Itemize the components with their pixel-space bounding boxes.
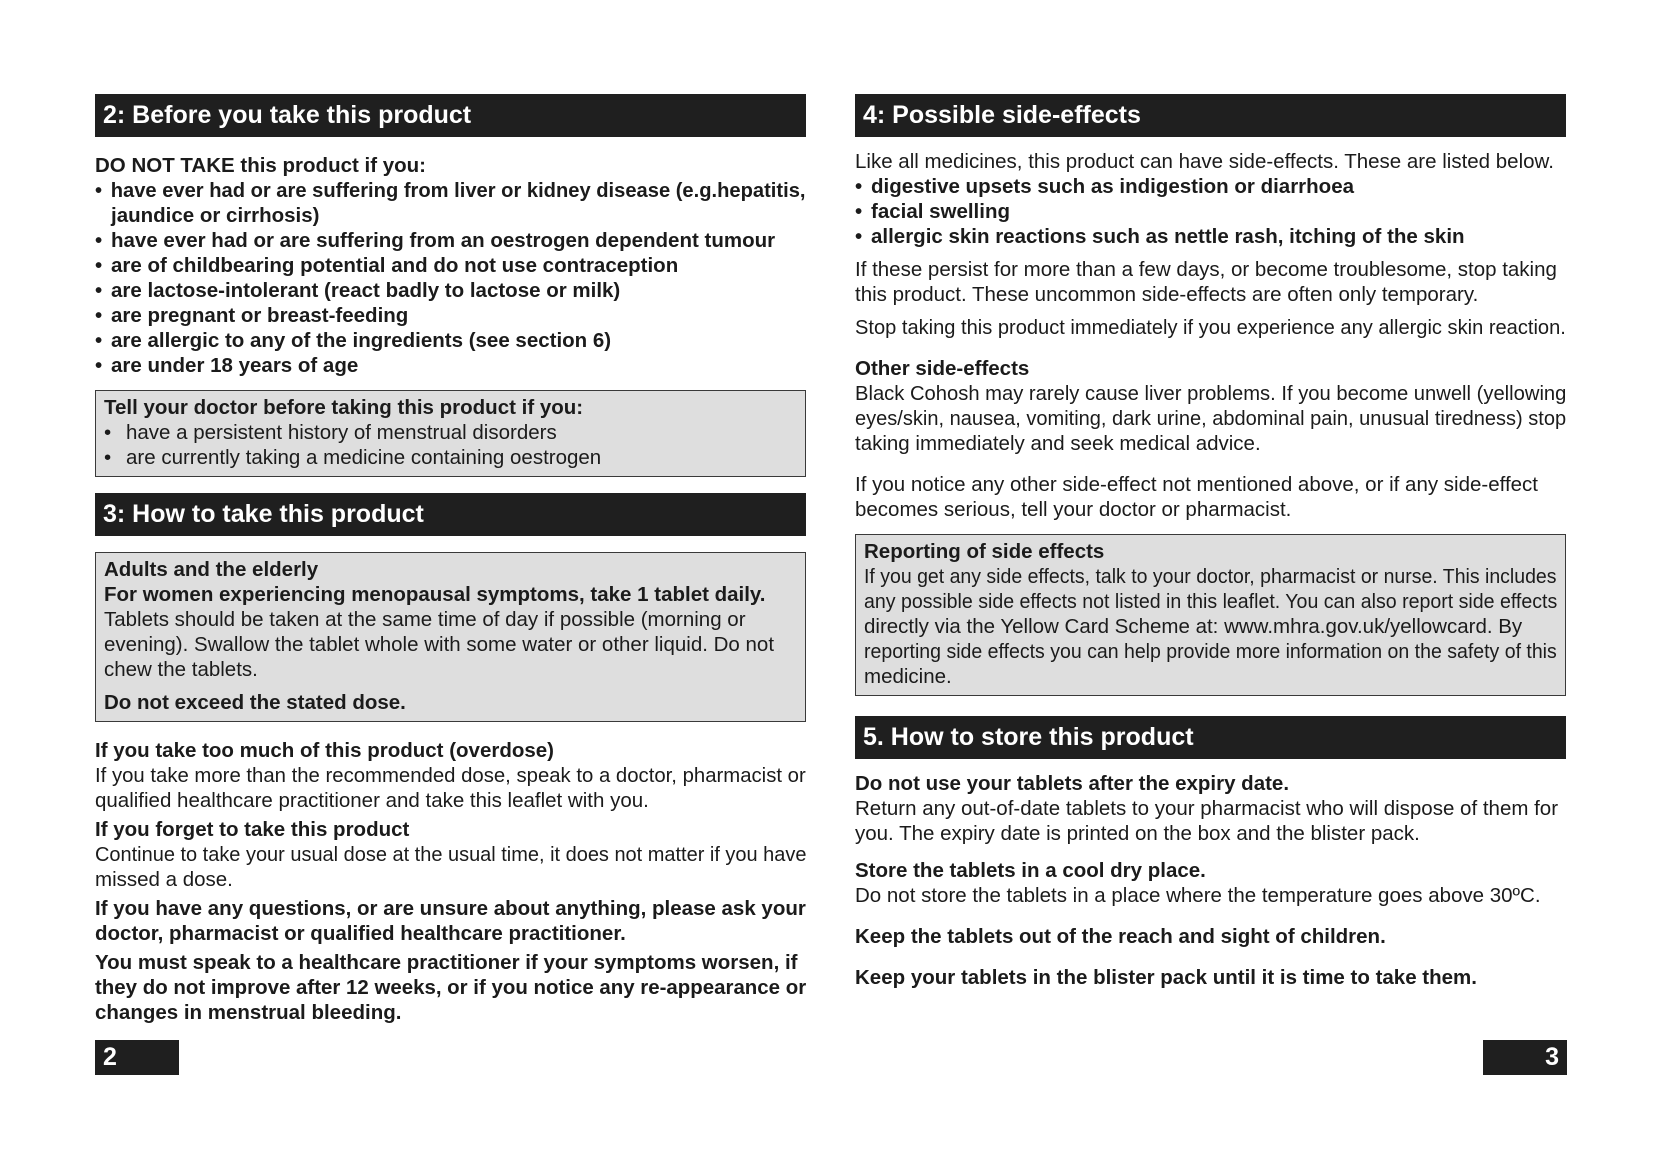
expiry-heading: Do not use your tablets after the expiry date. [855,772,1290,795]
left-column [95,94,806,1025]
dosage-heading: Adults and the elderly [104,558,319,581]
practitioner-line: they do not improve after 12 weeks, or if you notice any re-appearance or [95,976,807,999]
notice-text-line: If you notice any other side-effect not mentioned above, or if any side-effect [855,473,1538,496]
do-not-take-list [95,178,806,378]
list-item: • are allergic to any of the ingredients (see section 6) [95,328,806,353]
other-side-effects-line: Black Cohosh may rarely cause liver problems. If you become unwell (yellowing [855,382,1567,405]
dosage-box [95,552,806,722]
list-item: • are lactose-intolerant (react badly to lactose or milk) [95,278,806,303]
dosage-instruction-line: evening). Swallow the tablet whole with some water or other liquid. Do not [104,633,775,656]
dosage-warning: Do not exceed the stated dose. [104,691,406,714]
page-number-left: 2 [95,1040,179,1075]
forget-text-line: missed a dose. [95,868,233,891]
section-5-heading: 5. How to store this product [855,716,1566,759]
children-warning: Keep the tablets out of the reach and sight of children. [855,925,1386,948]
reporting-line: directly via the Yellow Card Scheme at: www.mhra.gov.uk/yellowcard. By [864,615,1523,638]
reporting-box [855,534,1566,696]
tell-doctor-list [104,420,797,470]
stop-text: Stop taking this product immediately if you experience any allergic skin reaction. [855,316,1566,339]
overdose-text-line: If you take more than the recommended dose, speak to a doctor, pharmacist or [95,764,806,787]
cool-place-text: Do not store the tablets in a place where the temperature goes above 30ºC. [855,884,1541,907]
dosage-instruction-line: Tablets should be taken at the same time of day if possible (morning or [104,608,746,631]
right-column [855,94,1566,990]
other-side-effects-line: eyes/skin, nausea, vomiting, dark urine, abdominal pain, unusual tiredness) stop [855,407,1567,430]
blister-pack-note: Keep your tablets in the blister pack until it is time to take them. [855,966,1477,989]
questions-line: doctor, pharmacist or qualified healthcare practitioner. [95,922,626,945]
reporting-line: medicine. [864,665,952,688]
overdose-heading: If you take too much of this product (overdose) [95,739,554,762]
reporting-line: If you get any side effects, talk to your doctor, pharmacist or nurse. This includes [864,565,1557,588]
list-item: • digestive upsets such as indigestion or diarrhoea [855,174,1566,199]
tell-doctor-heading: Tell your doctor before taking this product if you: [104,396,584,419]
forget-text-line: Continue to take your usual dose at the usual time, it does not matter if you have [95,843,807,866]
list-item: • are of childbearing potential and do not use contraception [95,253,806,278]
section-4-heading: 4: Possible side-effects [855,94,1566,137]
do-not-take-heading: DO NOT TAKE this product if you: [95,154,427,177]
dosage-instruction-line: chew the tablets. [104,658,258,681]
overdose-text-line: qualified healthcare practitioner and take this leaflet with you. [95,789,649,812]
questions-line: If you have any questions, or are unsure about anything, please ask your [95,897,806,920]
section-2-heading: 2: Before you take this product [95,94,806,137]
side-effects-list [855,174,1566,249]
list-item: • are under 18 years of age [95,353,806,378]
list-item-continuation: jaundice or cirrhosis) [111,204,320,227]
reporting-line: any possible side effects not listed in this leaflet. You can also report side effects [864,590,1558,613]
persist-text-line: this product. These uncommon side-effects are often only temporary. [855,283,1479,306]
list-item: • are pregnant or breast-feeding [95,303,806,328]
list-item: • have ever had or are suffering from liver or kidney disease (e.g.hepatitis, [95,178,793,203]
list-item: • have ever had or are suffering from an oestrogen dependent tumour [95,228,806,253]
other-side-effects-line: taking immediately and seek medical advice. [855,432,1261,455]
list-item: • are currently taking a medicine containing oestrogen [104,445,797,470]
persist-text-line: If these persist for more than a few days, or become troublesome, stop taking [855,258,1557,281]
side-effects-intro: Like all medicines, this product can have side-effects. These are listed below. [855,150,1554,173]
expiry-text-line: Return any out-of-date tablets to your pharmacist who will dispose of them for [855,797,1559,820]
reporting-heading: Reporting of side effects [864,540,1105,563]
notice-text-line: becomes serious, tell your doctor or pharmacist. [855,498,1292,521]
dosage-line: For women experiencing menopausal symptoms, take 1 tablet daily. [104,583,766,606]
section-3-heading: 3: How to take this product [95,493,806,536]
reporting-line: reporting side effects you can help provide more information on the safety of this [864,640,1557,663]
expiry-text-line: you. The expiry date is printed on the box and the blister pack. [855,822,1420,845]
practitioner-line: changes in menstrual bleeding. [95,1001,402,1024]
forget-heading: If you forget to take this product [95,818,410,841]
cool-place-heading: Store the tablets in a cool dry place. [855,859,1206,882]
other-side-effects-heading: Other side-effects [855,357,1030,380]
list-item: • facial swelling [855,199,1566,224]
practitioner-line: You must speak to a healthcare practitioner if your symptoms worsen, if [95,951,798,974]
list-item: • have a persistent history of menstrual disorders [104,420,797,445]
tell-doctor-box [95,390,806,477]
page-number-right: 3 [1483,1040,1567,1075]
list-item: • allergic skin reactions such as nettle rash, itching of the skin [855,224,1566,249]
